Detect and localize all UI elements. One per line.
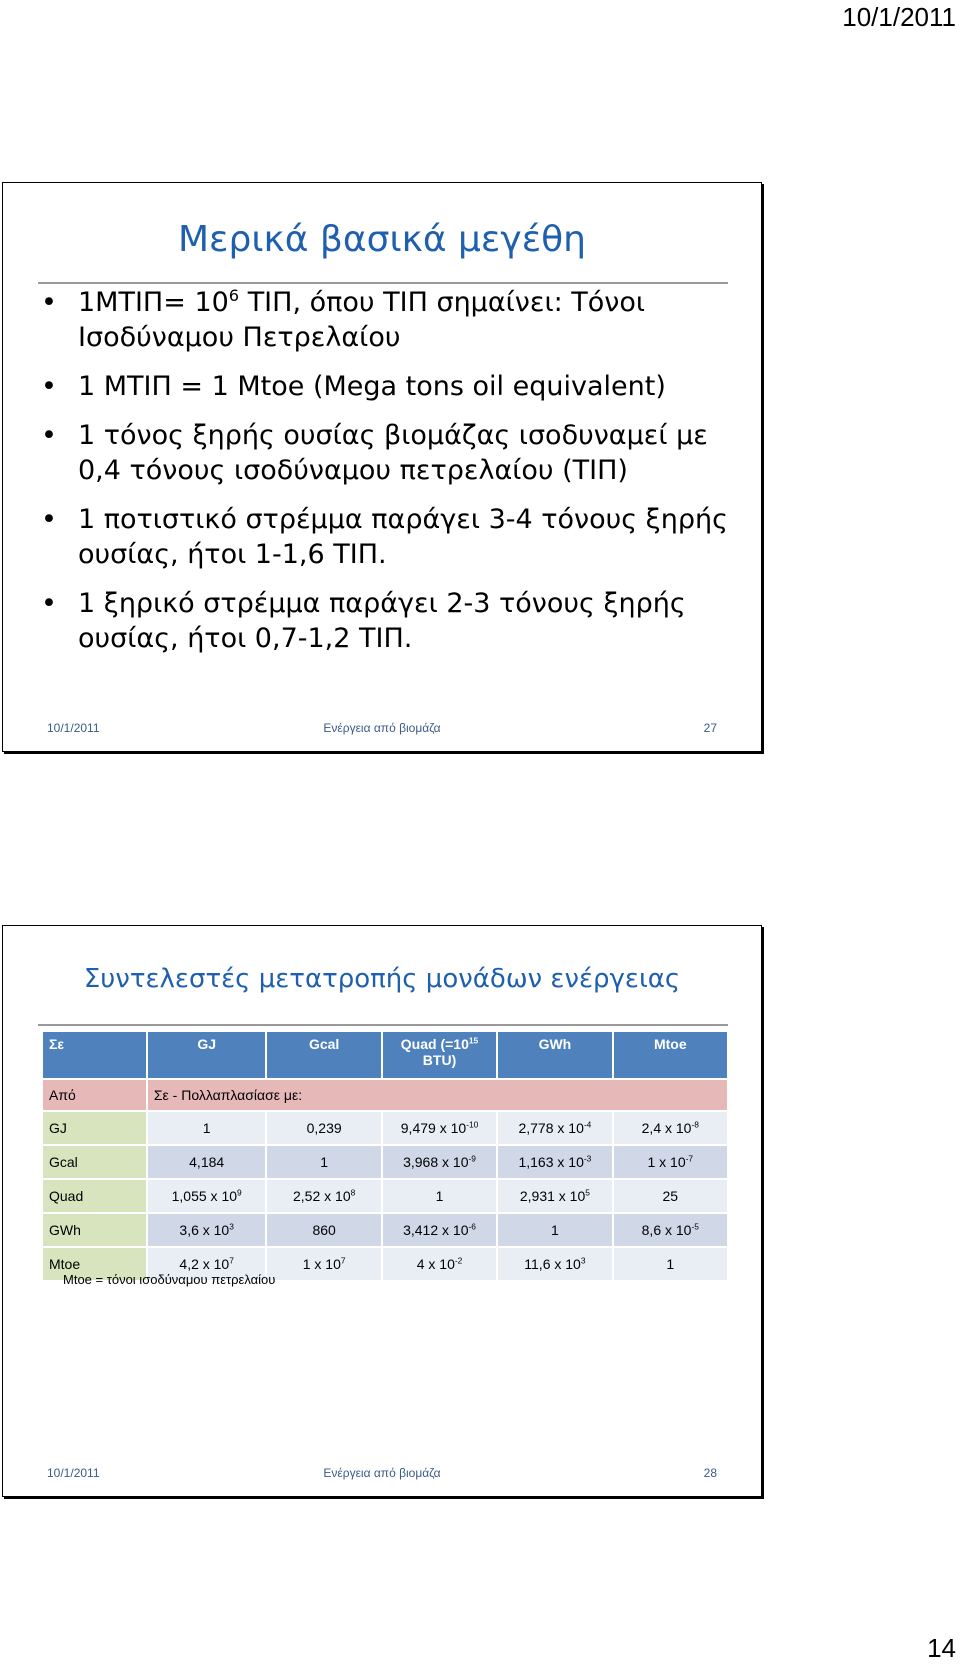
footnote: Mtoe = τόνοι ισοδύναμου πετρελαίου [63,1272,276,1287]
from-label: Από [43,1080,146,1110]
slide-28 [2,925,762,1497]
table-row [43,1146,727,1178]
table-cell: 1 [498,1214,611,1246]
row-label: Quad [43,1180,146,1212]
bullet-item: • $1MTI\Pi= 10^6$ ΤΙΠ, όπου ΤΙΠ σημαίνει: Τόνοι Ισοδύναμου Πετρελαίου [41,286,646,353]
table-header-row [43,1032,727,1078]
bullet-item: • 1 ΜΤΙΠ = 1 Mtoe (Mega tons oil equivalent) [41,371,666,402]
table-cell: 1,163 x $10^{-3}$ [498,1146,611,1178]
table-cell: 860 [267,1214,380,1246]
row-label: GJ [43,1112,146,1144]
table-row [43,1214,727,1246]
bullet-icon: • [41,287,57,318]
bullet-icon: • [41,588,57,619]
conversion-table [41,1030,729,1282]
table-cell: 1 [267,1146,380,1178]
from-row [43,1080,727,1110]
header-cell: Σε [43,1032,146,1078]
table-cell: 1 [383,1180,496,1212]
title-divider [38,282,728,284]
table-cell: 8,6 x $10^{-5}$ [614,1214,727,1246]
table-cell: 2,52 x $10^8$ [267,1180,380,1212]
header-cell: GWh [498,1032,611,1078]
table-cell: 3,968 x $10^{-9}$ [383,1146,496,1178]
table-cell: 1 [148,1112,266,1144]
table-cell: 2,778 x $10^{-4}$ [498,1112,611,1144]
title-divider [38,1024,728,1026]
slide-number: 27 [703,721,717,735]
row-label: Gcal [43,1146,146,1178]
footer-title: Ενέργεια από βιομάζα [323,721,441,735]
page-date: 10/1/2011 [842,2,956,32]
table-row [43,1112,727,1144]
table-cell: 4 x $10^{-2}$ [383,1248,496,1280]
table-cell: 9,479 x $10^{-10}$ [383,1112,496,1144]
table-cell: 1 x $10^{-7}$ [614,1146,727,1178]
footer-title: Ενέργεια από βιομάζα [323,1466,441,1480]
slide-title: Συντελεστές μετατροπής μονάδων ενέργειας [83,964,681,994]
header-cell: Gcal [267,1032,380,1078]
footer-date: 10/1/2011 [47,721,100,735]
table-cell: 0,239 [267,1112,380,1144]
table-cell: 2,931 x $10^5$ [498,1180,611,1212]
table-cell: 4,2 x $10^7$ [148,1248,266,1280]
slide-title: Μερικά βασικά μεγέθη [177,219,586,260]
table-cell: 1 x $10^7$ [267,1248,380,1280]
slide-number: 28 [703,1466,717,1480]
table-cell: 25 [614,1180,727,1212]
bullet-item: • 1 ποτιστικό στρέμμα παράγει 3-4 τόνους ξηρής ουσίας, ήτοι 1-1,6 ΤΙΠ. [41,504,728,570]
table-cell: 1 [614,1248,727,1280]
bullet-list [41,285,741,670]
bullet-item: • 1 ξηρικό στρέμμα παράγει 2-3 τόνους ξηρής ουσίας, ήτοι 0,7-1,2 ΤΙΠ. [41,588,686,654]
table-cell: 3,412 x $10^{-6}$ [383,1214,496,1246]
bullet-item: • 1 τόνος ξηρής ουσίας βιομάζας ισοδυναμεί με 0,4 τόνους ισοδύναμου πετρελαίου (ΤΙΠ) [41,420,708,486]
page-number: 14 [927,1633,956,1663]
row-label: Mtoe [43,1248,146,1280]
footer-date: 10/1/2011 [47,1466,100,1480]
table-cell: 11,6 x $10^3$ [498,1248,611,1280]
header-cell: Mtoe [614,1032,727,1078]
slide-27 [2,182,762,752]
row-label: GWh [43,1214,146,1246]
table-cell: 1,055 x $10^9$ [148,1180,266,1212]
header-cell: GJ [148,1032,266,1078]
from-note: Σε - Πολλαπλασίασε με: [148,1080,727,1110]
table-cell: 2,4 x $10^{-8}$ [614,1112,727,1144]
header-cell: Quad ($=10^{15}$ BTU) [383,1032,496,1078]
table-cell: 3,6 x $10^3$ [148,1214,266,1246]
table-row [43,1180,727,1212]
bullet-icon: • [41,504,57,535]
bullet-icon: • [41,371,57,402]
table-cell: 4,184 [148,1146,266,1178]
bullet-icon: • [41,420,57,451]
